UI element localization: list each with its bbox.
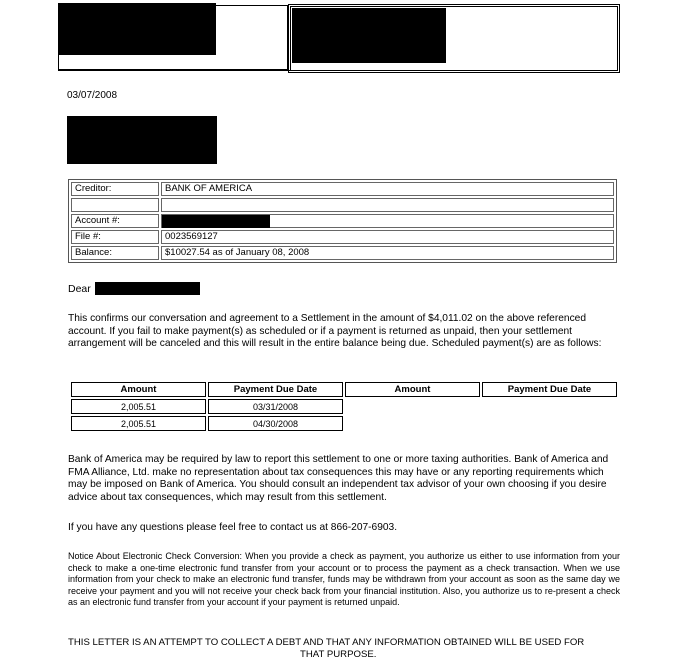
- table-row: [71, 214, 614, 228]
- header-rule: [58, 70, 618, 71]
- debt-collection-disclaimer-line2: THAT PURPOSE.: [300, 649, 377, 660]
- account-info-table: [68, 179, 617, 263]
- row-value: BANK OF AMERICA: [161, 182, 614, 196]
- debt-collection-disclaimer-line1: THIS LETTER IS AN ATTEMPT TO COLLECT A DEBT AND THAT ANY INFORMATION OBTAINED WILL BE USED FOR: [68, 637, 585, 648]
- redacted-recipient-header: [292, 8, 446, 63]
- payment-due-date: 03/31/2008: [208, 399, 343, 414]
- redacted-recipient-name: [95, 282, 200, 295]
- payment-due-date: 04/30/2008: [208, 416, 343, 431]
- row-label: [71, 198, 159, 212]
- row-value: [161, 214, 614, 228]
- electronic-check-notice: Notice About Electronic Check Conversion: When you provide a check as payment, you authorize us either to use information from your check to make a one-time electronic fund transfer from your account or to process the payment as a check transaction. When we use information from your check to make an electronic fund transfer, funds may be withdrawn from your account as soon as the same day we receive your payment and you will not receive your check back from your financial institution. Also, you authorize us to re-present a check as an electronic fund transfer from your account if your payment is returned unpaid.: [68, 551, 620, 608]
- row-value: 0023569127: [161, 230, 614, 244]
- redacted-address: [67, 116, 217, 164]
- table-row: [71, 182, 614, 196]
- table-row: [71, 416, 617, 431]
- row-label: Account #:: [71, 214, 159, 228]
- col-header-amount: Amount: [71, 382, 206, 397]
- contact-line: If you have any questions please feel free to contact us at 866-207-6903.: [68, 522, 398, 533]
- schedule-header-row: [71, 382, 617, 397]
- payment-schedule-table: [69, 380, 619, 433]
- table-row: [71, 230, 614, 244]
- row-value: [161, 198, 614, 212]
- col-header-due-date-2: Payment Due Date: [482, 382, 617, 397]
- payment-amount: 2,005.51: [71, 416, 206, 431]
- redacted-account-number: [162, 215, 270, 228]
- table-row: [71, 198, 614, 212]
- col-header-due-date: Payment Due Date: [208, 382, 343, 397]
- row-label: Creditor:: [71, 182, 159, 196]
- table-row: [71, 399, 617, 414]
- tax-paragraph: Bank of America may be required by law to report this settlement to one or more taxing authorities. Bank of America and FMA Alliance, Ltd. make no representation about tax consequences this may have or any reporting requirements which may be imposed on Bank of America. You should consult an independent tax advisor of your own choosing if you desire advice about tax consequences, which may result from this settlement.: [68, 454, 609, 503]
- row-value: $10027.54 as of January 08, 2008: [161, 246, 614, 260]
- row-label: Balance:: [71, 246, 159, 260]
- table-row: [71, 246, 614, 260]
- col-header-amount-2: Amount: [345, 382, 480, 397]
- payment-amount: 2,005.51: [71, 399, 206, 414]
- letter-date: 03/07/2008: [67, 90, 118, 101]
- row-label: File #:: [71, 230, 159, 244]
- salutation: Dear: [68, 283, 91, 295]
- redacted-sender: [58, 3, 216, 55]
- settlement-paragraph: This confirms our conversation and agreement to a Settlement in the amount of $4,011.02 on the above referenced account. If you fail to make payment(s) as scheduled or if a payment is returned as unpaid, then your settlement arrangement will be canceled and this will result in the entire balance being due. Scheduled payment(s) are as follows:: [68, 313, 602, 350]
